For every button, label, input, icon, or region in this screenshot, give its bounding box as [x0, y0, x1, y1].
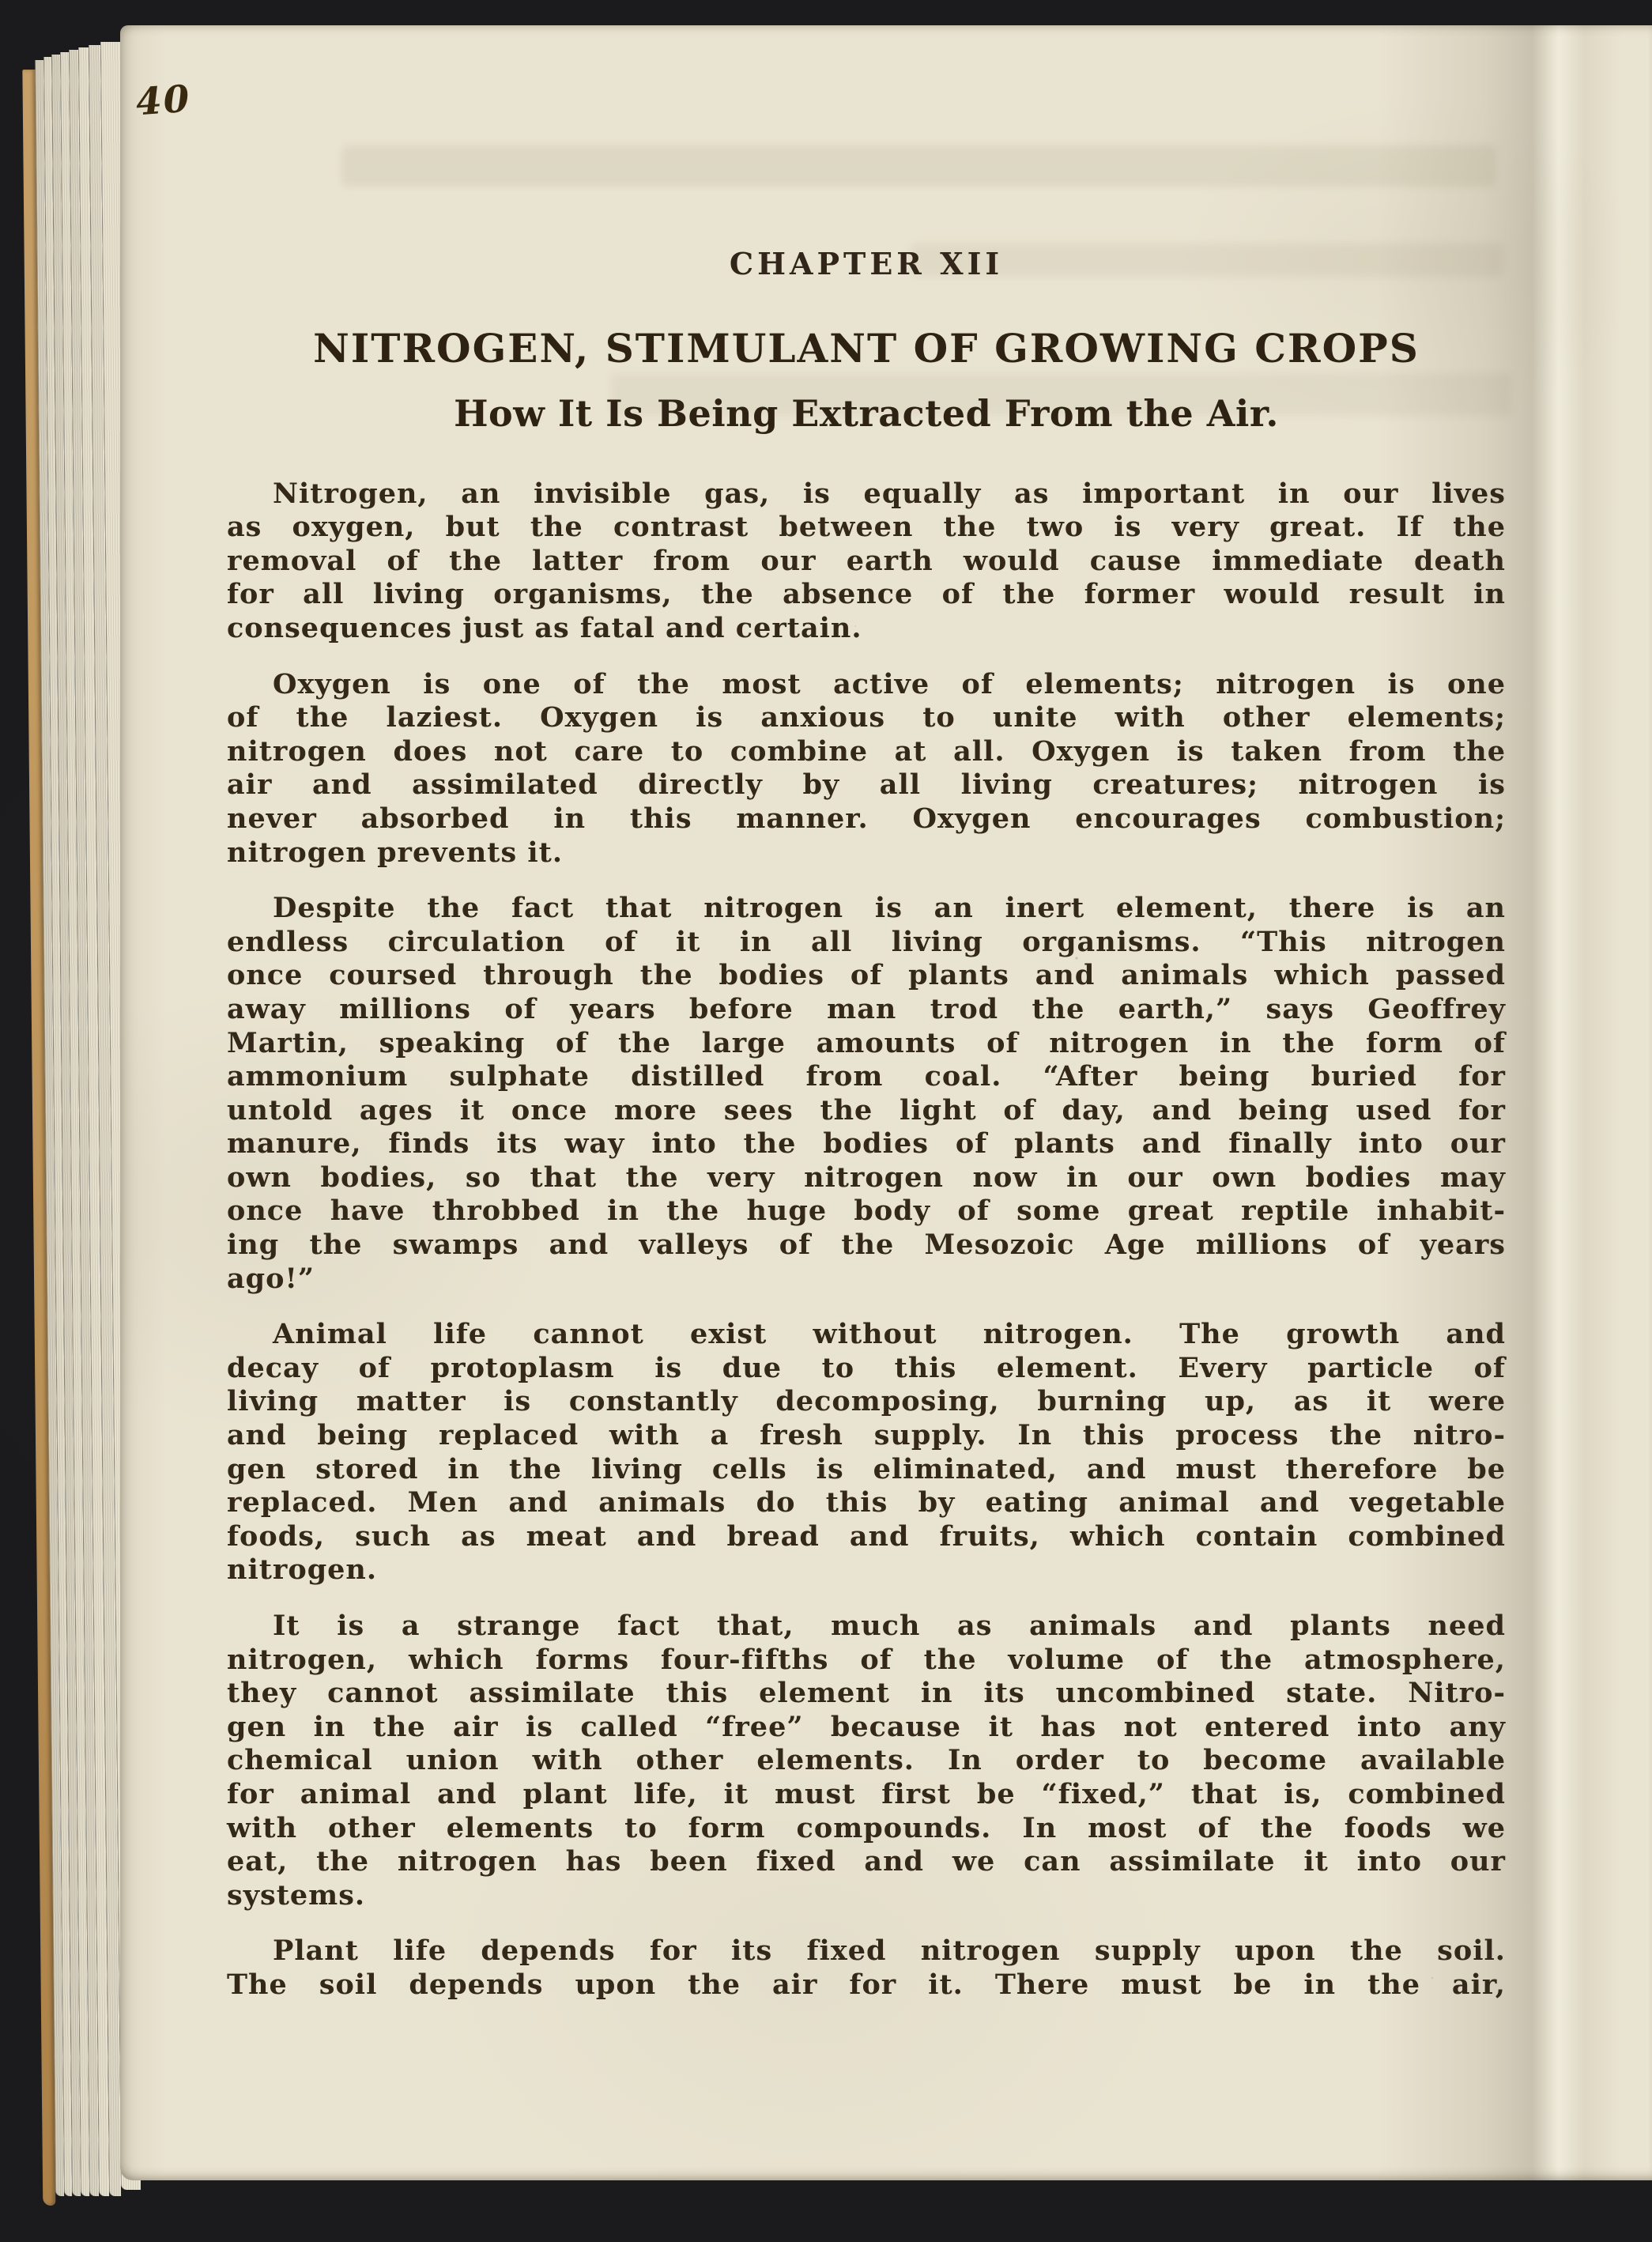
text-line: consequences just as fatal and certain. — [227, 611, 862, 644]
paragraph — [227, 1610, 1506, 1912]
text-line: Animal life cannot exist without nitrogen. The growth and — [273, 1318, 1506, 1351]
text-line: decay of protoplasm is due to this element. Every particle of — [227, 1351, 1506, 1384]
text-line: air and assimilated directly by all living creatures; nitrogen is — [227, 768, 1506, 802]
paragraph — [227, 1318, 1506, 1587]
text-line: and being replaced with a fresh supply. In this process the nitro- — [227, 1419, 1506, 1452]
text-line: replaced. Men and animals do this by eating animal and vegetable — [227, 1486, 1506, 1519]
chapter-title: NITROGEN, STIMULANT OF GROWING CROPS — [313, 324, 1420, 372]
text-line: as oxygen, but the contrast between the two is very great. If the — [227, 511, 1506, 544]
text-line: with other elements to form compounds. In most of the foods we — [227, 1811, 1506, 1844]
text-line: endless circulation of it in all living organisms. “This nitrogen — [227, 925, 1506, 958]
page-number: 40 — [134, 77, 193, 125]
text-line: ammonium sulphate distilled from coal. “After being buried for — [227, 1060, 1506, 1093]
paragraph — [227, 1934, 1506, 2002]
book-page — [120, 25, 1652, 2180]
text-line: never absorbed in this manner. Oxygen encourages combustion; — [227, 802, 1506, 835]
text-line: living matter is constantly decomposing, burning up, as it were — [227, 1385, 1506, 1418]
text-line: Despite the fact that nitrogen is an inert element, there is an — [273, 892, 1506, 925]
text-line: they cannot assimilate this element in its uncombined state. Nitro- — [227, 1677, 1506, 1710]
text-line: nitrogen prevents it. — [227, 836, 564, 869]
text-line: The soil depends upon the air for it. There must be in the air, — [227, 1968, 1506, 2001]
chapter-subtitle: How It Is Being Extracted From the Air. — [454, 392, 1279, 436]
text-line: Plant life depends for its fixed nitrogen supply upon the soil. — [273, 1934, 1506, 1968]
text-line: ago!” — [227, 1262, 315, 1295]
text-line: Oxygen is one of the most active of elements; nitrogen is one — [273, 667, 1506, 700]
text-line: gen in the air is called “free” because it has not entered into any — [227, 1710, 1506, 1743]
text-line: ing the swamps and valleys of the Mesozoic Age millions of years — [227, 1229, 1506, 1262]
text-line: once coursed through the bodies of plants and animals which passed — [227, 959, 1506, 992]
text-line: gen stored in the living cells is eliminated, and must therefore be — [227, 1452, 1506, 1485]
text-line: Nitrogen, an invisible gas, is equally as important in our lives — [273, 477, 1506, 510]
text-line: own bodies, so that the very nitrogen now in our own bodies may — [227, 1161, 1506, 1194]
text-line: once have throbbed in the huge body of some great reptile inhabit- — [227, 1195, 1506, 1228]
text-line: for animal and plant life, it must first be “fixed,” that is, combined — [227, 1777, 1506, 1810]
text-line: Martin, speaking of the large amounts of nitrogen in the form of — [227, 1026, 1506, 1059]
text-line: removal of the latter from our earth would cause immediate death — [227, 544, 1506, 577]
text-line: of the laziest. Oxygen is anxious to unite with other elements; — [227, 701, 1506, 734]
paragraph — [227, 477, 1506, 646]
text-line: untold ages it once more sees the light of day, and being used for — [227, 1093, 1506, 1127]
paragraph — [227, 892, 1506, 1296]
page-content — [120, 25, 1652, 2002]
text-line: eat, the nitrogen has been fixed and we can assimilate it into our — [227, 1845, 1506, 1878]
text-line: away millions of years before man trod the earth,” says Geoffrey — [227, 992, 1506, 1025]
body-text — [227, 477, 1506, 2002]
text-line: for all living organisms, the absence of the former would result in — [227, 578, 1506, 611]
paragraph — [227, 668, 1506, 870]
text-line: manure, finds its way into the bodies of plants and finally into our — [227, 1127, 1506, 1161]
text-line: It is a strange fact that, much as animals and plants need — [273, 1610, 1506, 1642]
text-line: nitrogen does not care to combine at all. Oxygen is taken from the — [227, 734, 1506, 768]
text-line: nitrogen. — [227, 1553, 378, 1587]
text-line: systems. — [227, 1878, 366, 1912]
text-line: foods, such as meat and bread and fruits, which contain combined — [227, 1519, 1506, 1553]
chapter-heading: CHAPTER XII — [729, 246, 1004, 281]
text-line: chemical union with other elements. In order to become available — [227, 1744, 1506, 1777]
text-line: nitrogen, which forms four-fifths of the volume of the atmosphere, — [227, 1643, 1506, 1676]
